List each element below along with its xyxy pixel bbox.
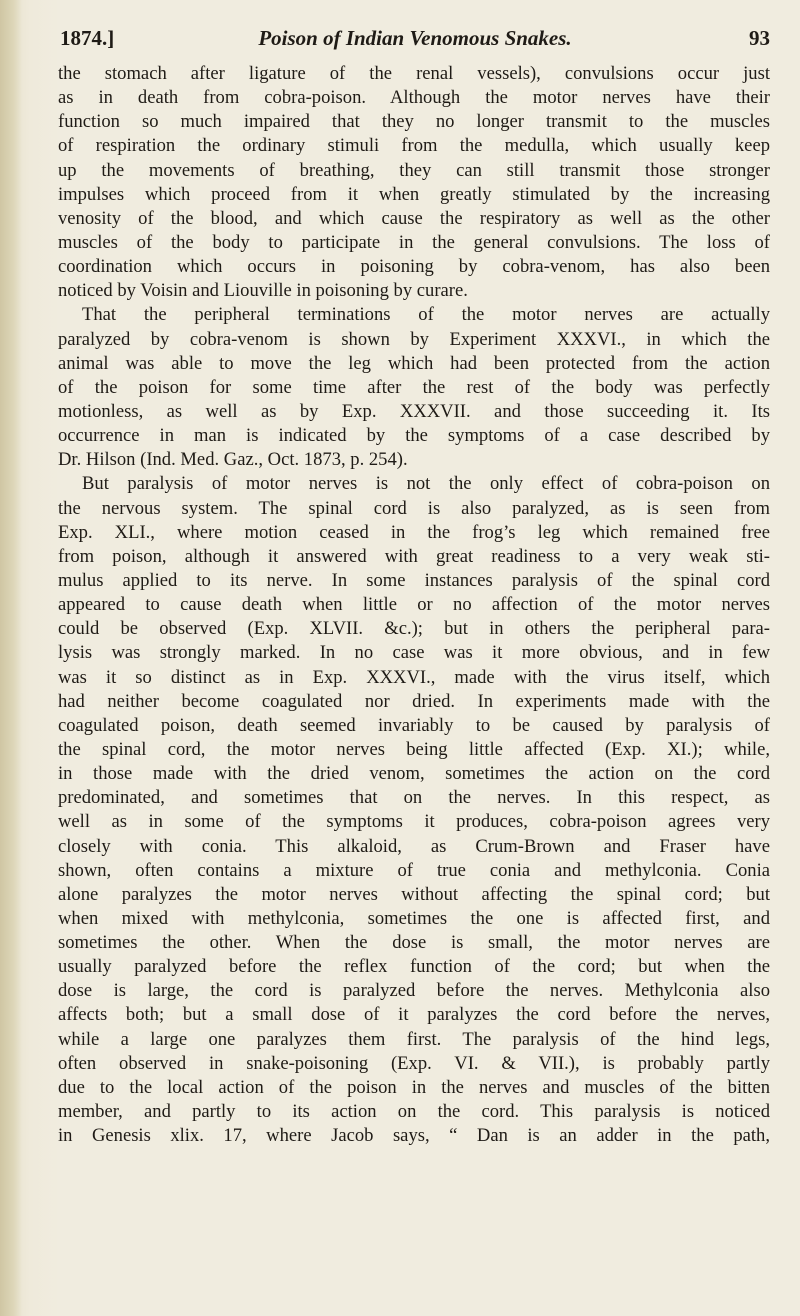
text-line: in Genesis xlix. 17, where Jacob says, “ Dan is an adder in the path, [58, 1125, 770, 1147]
text-line: in those made with the dried venom, sometimes the action on the cord [58, 763, 770, 785]
text-line: usually paralyzed before the reflex function of the cord; but when the [58, 956, 770, 978]
text-line: as in death from cobra-poison. Although the motor nerves have their [58, 87, 770, 109]
text-line: the nervous system. The spinal cord is also paralyzed, as is seen from [58, 497, 770, 519]
text-line: animal was able to move the leg which had been protected from the action [58, 352, 770, 374]
text-line: motionless, as well as by Exp. XXXVII. and those succeeding it. Its [58, 400, 770, 422]
text-line: impulses which proceed from it when greatly stimulated by the increasing [58, 183, 770, 205]
text-line: closely with conia. This alkaloid, as Crum-Brown and Fraser have [58, 835, 770, 857]
text-line: often observed in snake-poisoning (Exp. VI. & VII.), is probably partly [58, 1052, 770, 1074]
text-line: alone paralyzes the motor nerves without affecting the spinal cord; but [58, 883, 770, 905]
running-header [60, 26, 770, 56]
text-line: the stomach after ligature of the renal vessels), convulsions occur just [58, 63, 770, 84]
text-line: predominated, and sometimes that on the nerves. In this respect, as [58, 787, 770, 809]
text-line: of the poison for some time after the rest of the body was perfectly [58, 376, 770, 398]
text-line: up the movements of breathing, they can still transmit those stronger [58, 159, 770, 181]
text-line: But paralysis of motor nerves is not the only effect of cobra-poison on [82, 473, 770, 495]
text-line: shown, often contains a mixture of true conia and methylconia. Conia [58, 859, 770, 881]
header-year: 1874.] [60, 26, 115, 50]
text-line: muscles of the body to participate in the general convulsions. The loss of [58, 231, 770, 253]
text-line: That the peripheral terminations of the motor nerves are actually [82, 304, 770, 326]
text-line: paralyzed by cobra-venom is shown by Experiment XXXVI., in which the [58, 328, 770, 350]
text-line: appeared to cause death when little or no affection of the motor nerves [58, 594, 770, 616]
text-line: affects both; but a small dose of it paralyzes the cord before the nerves, [58, 1004, 770, 1026]
text-line: occurrence in man is indicated by the symptoms of a case described by [58, 425, 770, 447]
paragraph [58, 472, 770, 1148]
text-line: noticed by Voisin and Liouville in poisoning by curare. [58, 280, 468, 302]
page-number: 93 [749, 26, 770, 50]
paragraph [58, 62, 770, 303]
text-line: sometimes the other. When the dose is small, the motor nerves are [58, 932, 770, 954]
text-line: coordination which occurs in poisoning by cobra-venom, has also been [58, 256, 770, 278]
text-line: had neither become coagulated nor dried. In experiments made with the [58, 690, 770, 712]
text-line: from poison, although it answered with great readiness to a very weak sti- [58, 545, 770, 567]
header-title: Poison of Indian Venomous Snakes. [258, 26, 572, 50]
text-line: the spinal cord, the motor nerves being little affected (Exp. XI.); while, [58, 738, 770, 760]
text-line: when mixed with methylconia, sometimes the one is affected first, and [58, 907, 770, 929]
text-line: well as in some of the symptoms it produces, cobra-poison agrees very [58, 811, 770, 833]
text-line: while a large one paralyzes them first. The paralysis of the hind legs, [58, 1028, 770, 1050]
text-line: venosity of the blood, and which cause the respiratory as well as the other [58, 207, 770, 229]
text-line: member, and partly to its action on the cord. This paralysis is noticed [58, 1101, 770, 1123]
text-line: function so much impaired that they no longer transmit to the muscles [58, 111, 770, 133]
text-line: lysis was strongly marked. In no case was it more obvious, and in few [58, 642, 770, 664]
text-line: coagulated poison, death seemed invariably to be caused by paralysis of [58, 714, 770, 736]
text-line: Dr. Hilson (Ind. Med. Gaz., Oct. 1873, p. 254). [58, 449, 408, 471]
page-gutter-stain [0, 0, 22, 1316]
text-line: Exp. XLI., where motion ceased in the frog’s leg which remained free [58, 521, 770, 543]
text-line: of respiration the ordinary stimuli from the medulla, which usually keep [58, 135, 770, 157]
paragraph [58, 303, 770, 472]
text-line: due to the local action of the poison in the nerves and muscles of the bitten [58, 1076, 770, 1098]
body-text [58, 62, 770, 1148]
text-line: was it so distinct as in Exp. XXXVI., made with the virus itself, which [58, 666, 770, 688]
text-line: dose is large, the cord is paralyzed before the nerves. Methylconia also [58, 980, 770, 1002]
text-line: mulus applied to its nerve. In some instances paralysis of the spinal cord [58, 569, 770, 591]
text-line: could be observed (Exp. XLVII. &c.); but in others the peripheral para- [58, 618, 770, 640]
